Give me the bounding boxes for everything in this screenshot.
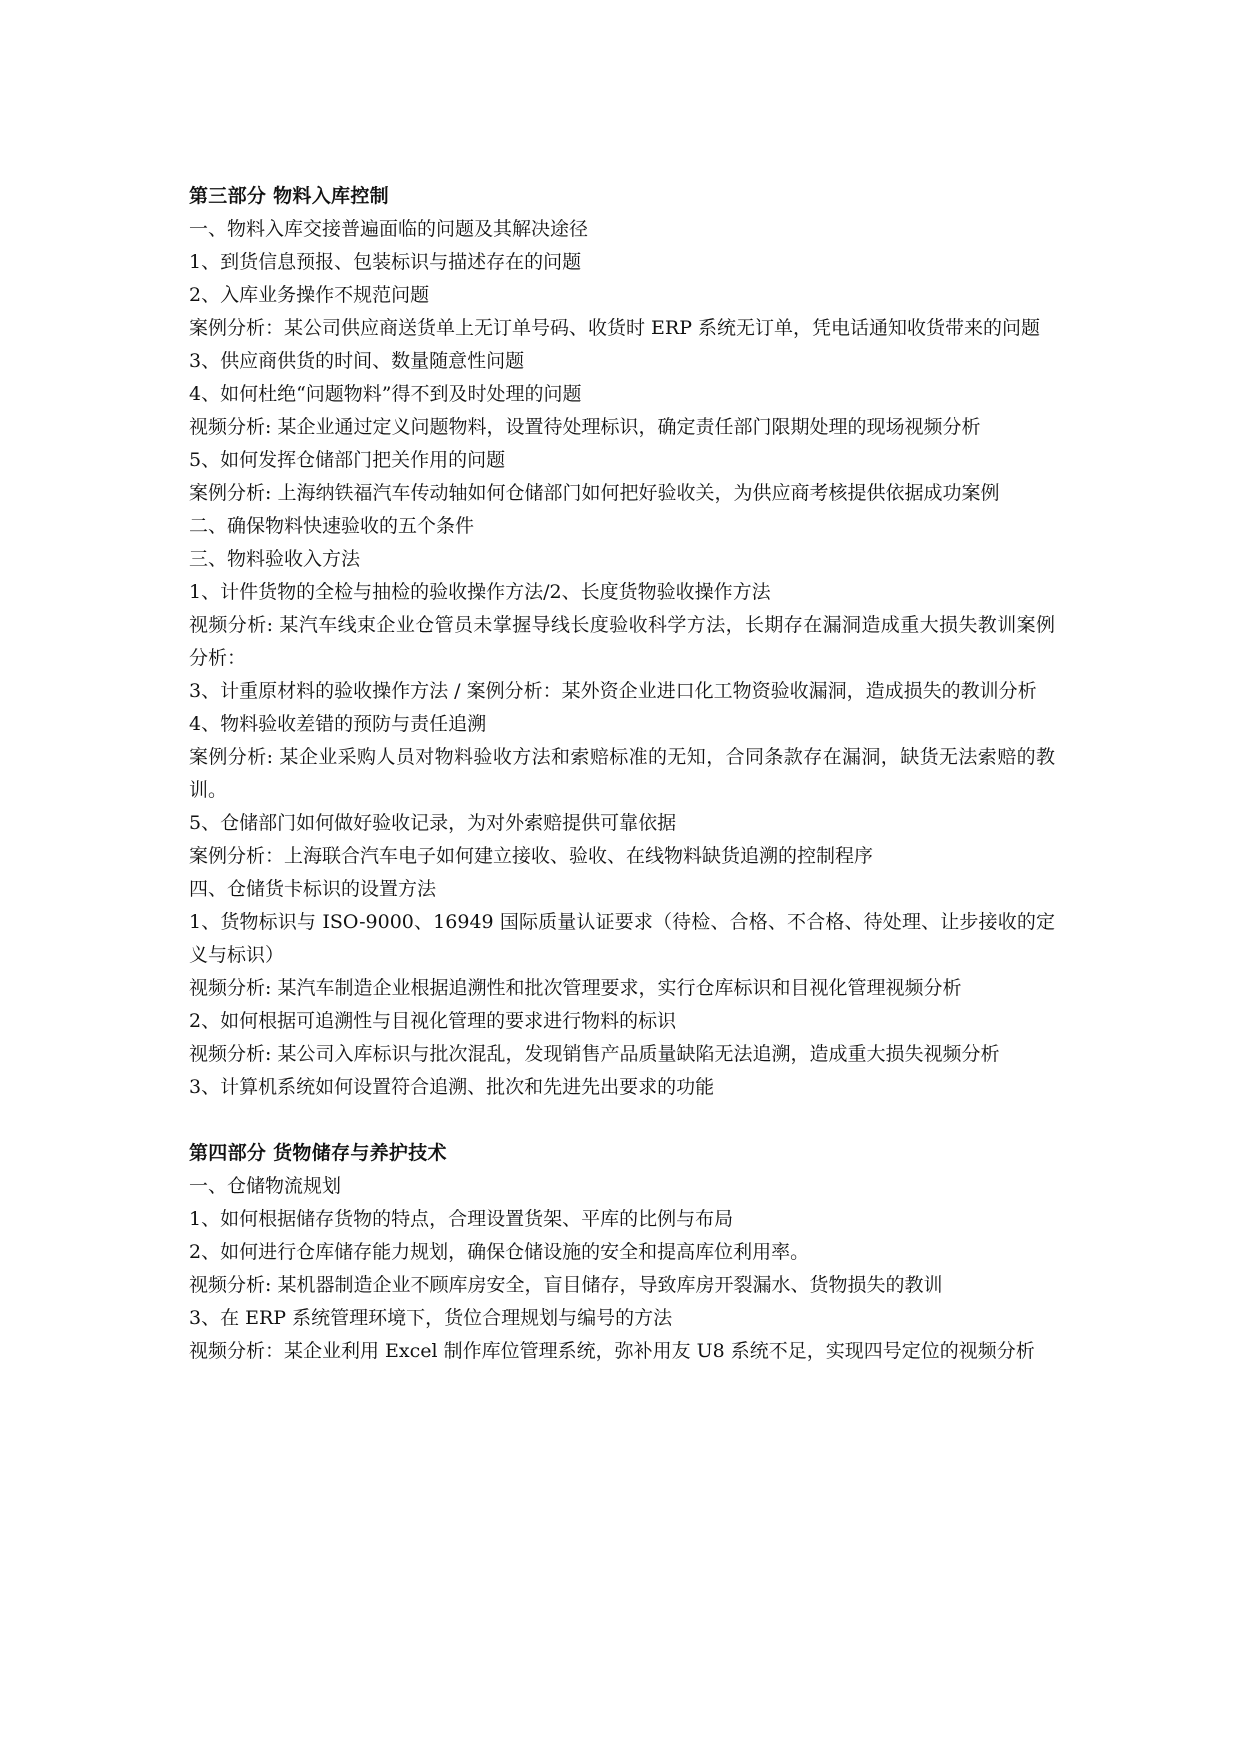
body-line: 1、如何根据储存货物的特点，合理设置货架、平库的比例与布局 <box>189 1208 734 1230</box>
section-body <box>189 1170 1055 1368</box>
document-page <box>189 180 1055 1368</box>
body-line: 4、物料验收差错的预防与责任追溯 <box>189 713 487 735</box>
body-line: 3、在 ERP 系统管理环境下，货位合理规划与编号的方法 <box>189 1307 673 1329</box>
body-line: 2、如何根据可追溯性与目视化管理的要求进行物料的标识 <box>189 1010 677 1032</box>
body-line: 视频分析: 某公司入库标识与批次混乱，发现销售产品质量缺陷无法追溯，造成重大损失视频分析 <box>189 1043 1000 1065</box>
body-line: 5、仓储部门如何做好验收记录，为对外索赔提供可靠依据 <box>189 812 677 834</box>
body-line: 案例分析：上海联合汽车电子如何建立接收、验收、在线物料缺货追溯的控制程序 <box>189 845 874 867</box>
body-line: 三、物料验收入方法 <box>189 548 361 570</box>
body-line: 2、入库业务操作不规范问题 <box>189 284 430 306</box>
body-line: 3、计算机系统如何设置符合追溯、批次和先进先出要求的功能 <box>189 1076 715 1098</box>
body-line: 案例分析: 上海纳铁福汽车传动轴如何仓储部门如何把好验收关，为供应商考核提供依据成功案例 <box>189 482 1000 504</box>
section-heading: 第三部分 物料入库控制 <box>189 185 389 207</box>
body-line: 4、如何杜绝“问题物料”得不到及时处理的问题 <box>189 383 582 405</box>
body-line: 2、如何进行仓库储存能力规划，确保仓储设施的安全和提高库位利用率。 <box>189 1241 810 1263</box>
body-line: 1、计件货物的全检与抽检的验收操作方法/2、长度货物验收操作方法 <box>189 581 771 603</box>
section-part-three <box>189 180 1055 1104</box>
body-line: 视频分析: 某机器制造企业不顾库房安全，盲目储存，导致库房开裂漏水、货物损失的教训 <box>189 1274 943 1296</box>
body-line: 视频分析: 某汽车线束企业仓管员未掌握导线长度验收科学方法，长期存在漏洞造成重大损失教训案例分析： <box>189 614 1055 669</box>
body-line: 视频分析：某企业利用 Excel 制作库位管理系统，弥补用友 U8 系统不足，实现四号定位的视频分析 <box>189 1340 1035 1362</box>
body-line: 1、到货信息预报、包装标识与描述存在的问题 <box>189 251 582 273</box>
body-line: 视频分析: 某企业通过定义问题物料，设置待处理标识，确定责任部门限期处理的现场视频分析 <box>189 416 981 438</box>
body-line: 3、计重原材料的验收操作方法 / 案例分析：某外资企业进口化工物资验收漏洞，造成损失的教训分析 <box>189 680 1037 702</box>
body-line: 一、物料入库交接普遍面临的问题及其解决途径 <box>189 218 589 240</box>
body-line: 一、仓储物流规划 <box>189 1175 342 1197</box>
body-line: 3、供应商供货的时间、数量随意性问题 <box>189 350 525 372</box>
body-line: 5、如何发挥仓储部门把关作用的问题 <box>189 449 506 471</box>
body-line: 二、确保物料快速验收的五个条件 <box>189 515 475 537</box>
body-line: 案例分析: 某企业采购人员对物料验收方法和索赔标准的无知，合同条款存在漏洞，缺货无法索赔的教训。 <box>189 746 1055 801</box>
body-line: 案例分析：某公司供应商送货单上无订单号码、收货时 ERP 系统无订单，凭电话通知收货带来的问题 <box>189 317 1041 339</box>
section-heading: 第四部分 货物储存与养护技术 <box>189 1142 447 1164</box>
body-line: 1、货物标识与 ISO-9000、16949 国际质量认证要求（待检、合格、不合格、待处理、让步接收的定义与标识） <box>189 911 1055 966</box>
section-body <box>189 213 1055 1104</box>
body-line: 四、仓储货卡标识的设置方法 <box>189 878 437 900</box>
body-line: 视频分析: 某汽车制造企业根据追溯性和批次管理要求，实行仓库标识和目视化管理视频分析 <box>189 977 962 999</box>
section-part-four <box>189 1137 1055 1368</box>
